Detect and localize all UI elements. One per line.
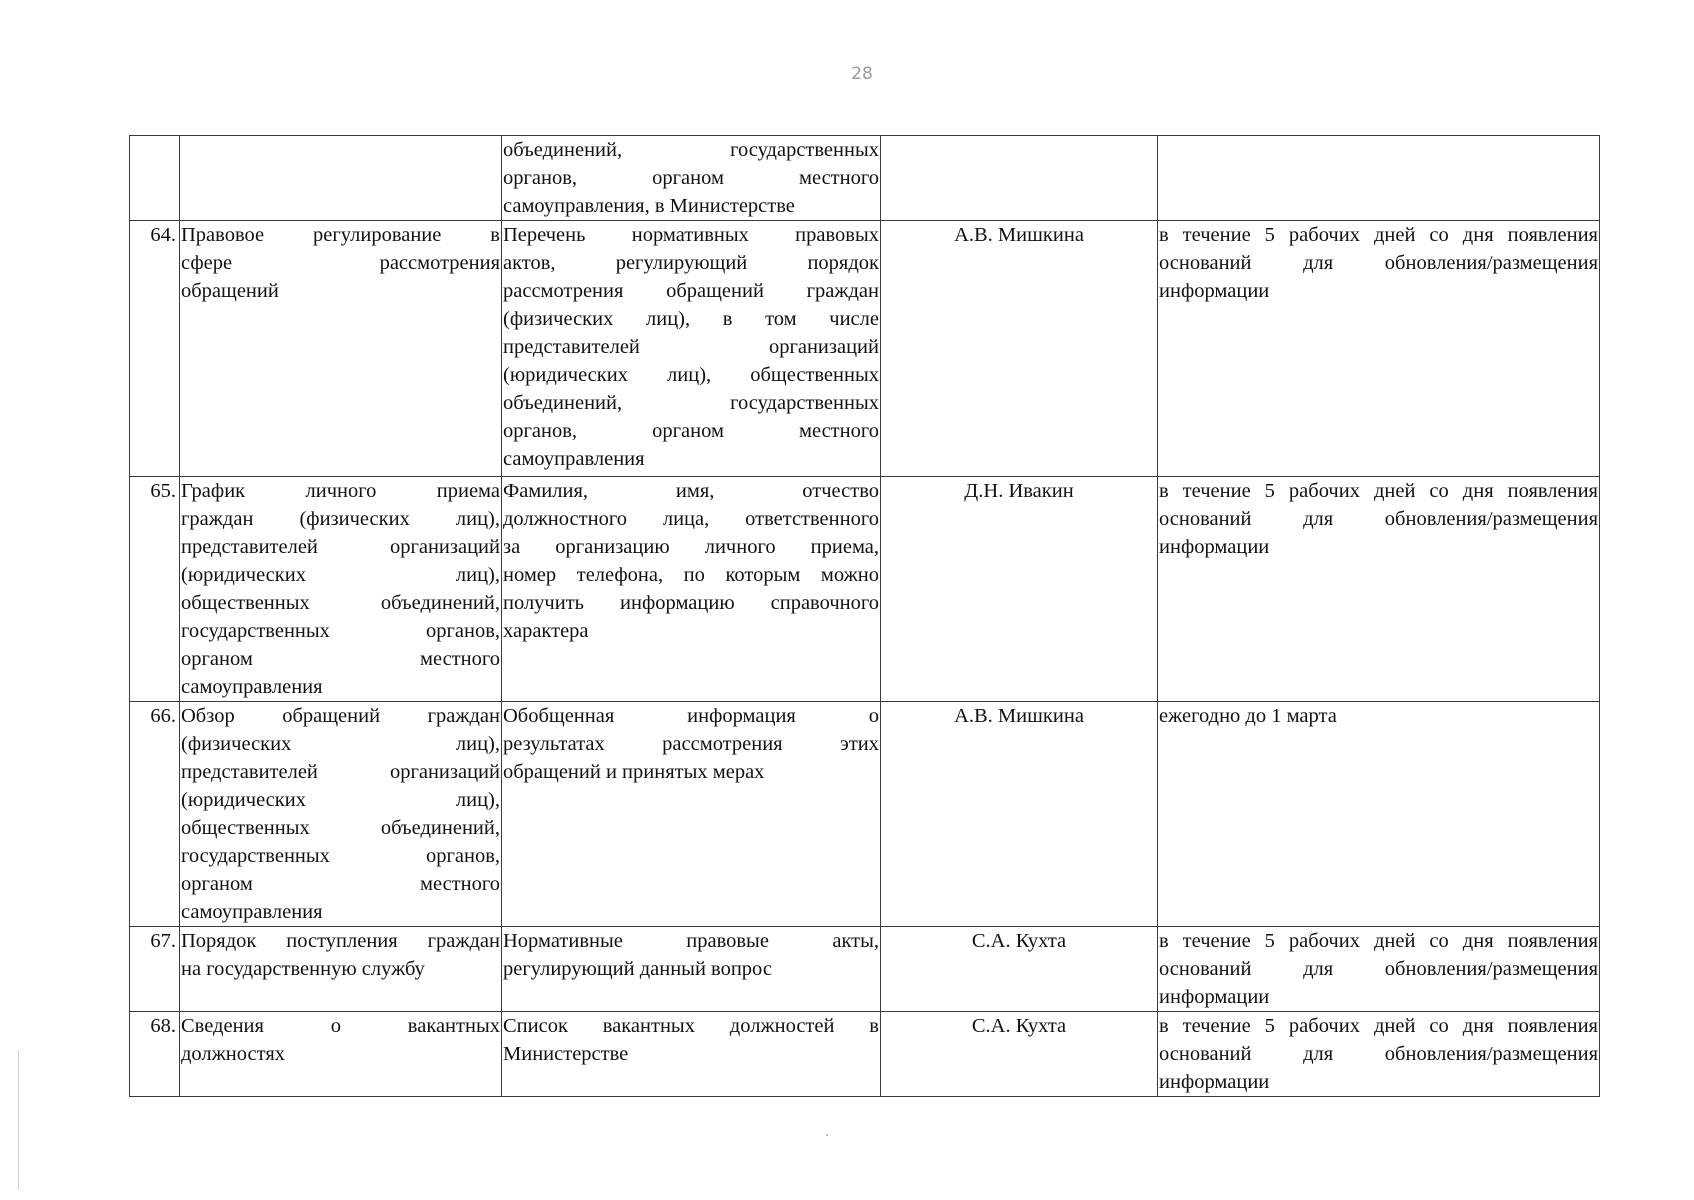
table-row (130, 1012, 1600, 1097)
content-cell-line: самоуправления (503, 448, 645, 470)
information-table (129, 135, 1600, 1097)
content-cell-line: обращений и принятых мерах (503, 761, 765, 783)
deadline-cell-line: информации (1159, 1071, 1270, 1093)
content-cell-line: объединений, государственных (503, 392, 879, 414)
content-cell-line: должностного лица, ответственного (503, 508, 879, 530)
deadline-cell (1158, 927, 1600, 1012)
table-row (130, 136, 1600, 221)
topic-cell-line: Обзор обращений граждан (181, 705, 500, 727)
topic-cell (180, 221, 502, 477)
content-cell-line: характера (503, 620, 589, 642)
scan-dot-mark (826, 1134, 828, 1136)
responsible-cell: А.В. Мишкина (881, 221, 1158, 477)
content-cell-line: актов, регулирующий порядок (503, 252, 879, 274)
deadline-cell-line: в течение 5 рабочих дней со дня появления (1159, 930, 1598, 952)
deadline-cell-line: в течение 5 рабочих дней со дня появления (1159, 224, 1598, 246)
deadline-cell-line: в течение 5 рабочих дней со дня появления (1159, 480, 1598, 502)
topic-cell-line: органом местного (181, 873, 500, 895)
content-cell-line: Фамилия, имя, отчество (503, 480, 879, 502)
content-cell-line: объединений, государственных (503, 139, 879, 161)
deadline-cell-line: оснований для обновления/размещения (1159, 958, 1598, 980)
deadline-cell-line: оснований для обновления/размещения (1159, 1043, 1598, 1065)
table-row (130, 927, 1600, 1012)
content-cell-line: Список вакантных должностей в (503, 1015, 879, 1037)
table-row (130, 477, 1600, 702)
content-cell-line: рассмотрения обращений граждан (503, 280, 879, 302)
topic-cell-line: (юридических лиц), (181, 789, 500, 811)
deadline-cell-line: ежегодно до 1 марта (1159, 705, 1337, 727)
content-cell (502, 1012, 881, 1097)
topic-cell (180, 702, 502, 927)
topic-cell-line: График личного приема (181, 480, 500, 502)
row-number: 68. (130, 1012, 180, 1097)
deadline-cell (1158, 221, 1600, 477)
content-cell-line: (физических лиц), в том числе (503, 308, 879, 330)
content-cell-line: органов, органом местного (503, 167, 879, 189)
topic-cell-line: самоуправления (181, 676, 323, 698)
content-cell (502, 477, 881, 702)
topic-cell-line: граждан (физических лиц), (181, 508, 500, 530)
content-cell-line: Обобщенная информация о (503, 705, 879, 727)
content-cell-line: Перечень нормативных правовых (503, 224, 879, 246)
topic-cell-line: Порядок поступления граждан (181, 930, 500, 952)
deadline-cell-line: информации (1159, 280, 1270, 302)
topic-cell (180, 1012, 502, 1097)
topic-cell-line: общественных объединений, (181, 592, 500, 614)
table-row (130, 702, 1600, 927)
deadline-cell-line: оснований для обновления/размещения (1159, 252, 1598, 274)
topic-cell (180, 136, 502, 221)
topic-cell-line: обращений (181, 280, 279, 302)
table-body (130, 136, 1600, 1097)
content-cell (502, 136, 881, 221)
content-cell-line: самоуправления, в Министерстве (503, 195, 795, 217)
topic-cell-line: Сведения о вакантных (181, 1015, 500, 1037)
content-cell-line: представителей организаций (503, 336, 879, 358)
content-cell (502, 221, 881, 477)
topic-cell-line: государственных органов, (181, 845, 500, 867)
content-cell (502, 927, 881, 1012)
topic-cell-line: общественных объединений, (181, 817, 500, 839)
topic-cell-line: (юридических лиц), (181, 564, 500, 586)
deadline-cell (1158, 702, 1600, 927)
content-cell-line: результатах рассмотрения этих (503, 733, 879, 755)
responsible-cell: С.А. Кухта (881, 1012, 1158, 1097)
deadline-cell (1158, 1012, 1600, 1097)
content-cell-line: за организацию личного приема, (503, 536, 879, 558)
scan-margin-mark (18, 1050, 19, 1190)
topic-cell (180, 927, 502, 1012)
deadline-cell-line: информации (1159, 536, 1270, 558)
responsible-cell (881, 136, 1158, 221)
content-cell-line: получить информацию справочного (503, 592, 879, 614)
topic-cell-line: самоуправления (181, 901, 323, 923)
responsible-cell: А.В. Мишкина (881, 702, 1158, 927)
content-cell-line: органов, органом местного (503, 420, 879, 442)
content-cell (502, 702, 881, 927)
topic-cell (180, 477, 502, 702)
topic-cell-line: представителей организаций (181, 761, 500, 783)
row-number (130, 136, 180, 221)
deadline-cell (1158, 477, 1600, 702)
deadline-cell (1158, 136, 1600, 221)
row-number: 65. (130, 477, 180, 702)
topic-cell-line: государственных органов, (181, 620, 500, 642)
topic-cell-line: Правовое регулирование в (181, 224, 500, 246)
content-cell-line: (юридических лиц), общественных (503, 364, 879, 386)
table-row (130, 221, 1600, 477)
deadline-cell-line: оснований для обновления/размещения (1159, 508, 1598, 530)
content-cell-line: номер телефона, по которым можно (503, 564, 879, 586)
deadline-cell-line: в течение 5 рабочих дней со дня появления (1159, 1015, 1598, 1037)
deadline-cell-line: информации (1159, 986, 1270, 1008)
content-cell-line: Нормативные правовые акты, (503, 930, 879, 952)
topic-cell-line: должностях (181, 1043, 286, 1065)
topic-cell-line: (физических лиц), (181, 733, 500, 755)
content-cell-line: регулирующий данный вопрос (503, 958, 772, 980)
topic-cell-line: сфере рассмотрения (181, 252, 500, 274)
responsible-cell: Д.Н. Ивакин (881, 477, 1158, 702)
topic-cell-line: на государственную службу (181, 958, 425, 980)
topic-cell-line: представителей организаций (181, 536, 500, 558)
responsible-cell: С.А. Кухта (881, 927, 1158, 1012)
topic-cell-line: органом местного (181, 648, 500, 670)
page-number: 28 (851, 64, 873, 84)
row-number: 66. (130, 702, 180, 927)
content-cell-line: Министерстве (503, 1043, 629, 1065)
row-number: 64. (130, 221, 180, 477)
row-number: 67. (130, 927, 180, 1012)
